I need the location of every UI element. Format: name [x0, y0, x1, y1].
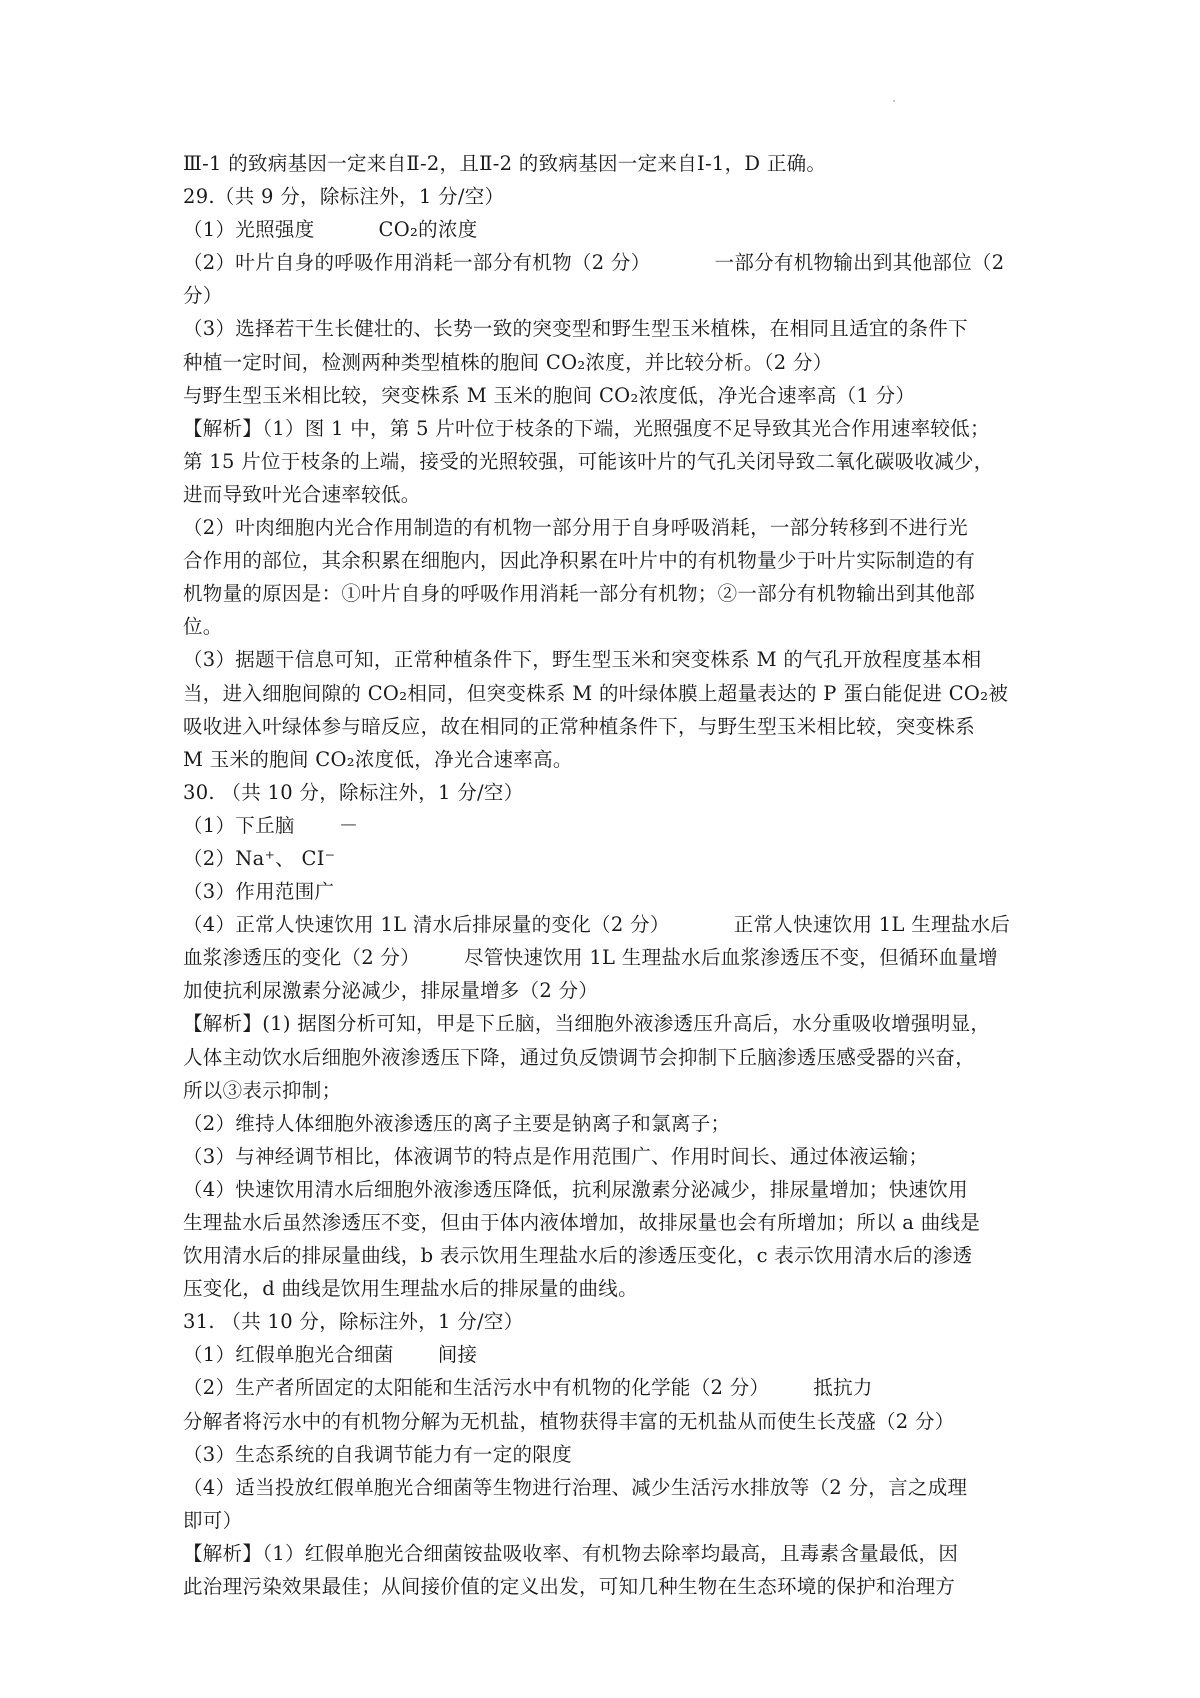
answer-part: 抵抗力: [813, 1376, 873, 1400]
answer-29-2: [183, 246, 1033, 279]
answer-part: （1）红假单胞光合细菌: [183, 1343, 394, 1367]
text-line: [183, 941, 1033, 974]
answer-text-body: [183, 147, 1033, 1603]
answer-part: （2）生产者所固定的太阳能和生活污水中有机物的化学能（2 分）: [183, 1376, 770, 1400]
answer-part: 间接: [437, 1343, 478, 1367]
answer-part: （1）下丘脑: [183, 813, 295, 837]
question-31-heading: 31. （共 10 分，除标注外，1 分/空）: [183, 1310, 524, 1334]
text-line: 位。: [183, 615, 223, 639]
text-line: 加使抗利尿激素分泌减少，排尿量增多（2 分）: [183, 979, 599, 1003]
text-line: 饮用清水后的排尿量曲线，b 表示饮用生理盐水后的渗透压变化，c 表示饮用清水后的渗透: [183, 1244, 973, 1268]
text-line: 第 15 片位于枝条的上端，接受的光照较强，可能该叶片的气孔关闭导致二氧化碳吸收减少，: [183, 449, 994, 473]
answer-part: （4）正常人快速饮用 1L 清水后排尿量的变化（2 分）: [183, 913, 670, 937]
answer-30-2: （2）Na⁺、 CI⁻: [183, 846, 336, 870]
answer-31-3: （3）生态系统的自我调节能力有一定的限度: [183, 1442, 572, 1466]
text-line: （2）叶肉细胞内光合作用制造的有机物一部分用于自身呼吸消耗，一部分转移到不进行光: [183, 516, 968, 540]
analysis-29: 【解析】（1）图 1 中，第 5 片叶位于枝条的下端，光照强度不足导致其光合作用速率较低；: [183, 416, 990, 440]
answer-part: （2）叶片自身的呼吸作用消耗一部分有机物（2 分）: [183, 251, 651, 275]
text-line: （3）与神经调节相比，体液调节的特点是作用范围广、作用时间长、通过体液运输；: [183, 1144, 929, 1168]
answer-30-3: （3）作用范围广: [183, 880, 335, 904]
answer-31-4: （4）适当投放红假单胞光合细菌等生物进行治理、减少生活污水排放等（2 分，言之成理: [183, 1475, 968, 1499]
answer-part: 血浆渗透压的变化（2 分）: [183, 946, 421, 970]
answer-31-1: [183, 1338, 1033, 1371]
text-line: 人体主动饮水后细胞外液渗透压下降，通过负反馈调节会抑制下丘脑渗透压感受器的兴奋，: [183, 1045, 976, 1069]
text-line: Ⅲ-1 的致病基因一定来自Ⅱ-2，且Ⅱ-2 的致病基因一定来自Ⅰ-1，D 正确。: [183, 152, 827, 175]
text-line: 与野生型玉米相比较，突变株系 M 玉米的胞间 CO₂浓度低，净光合速率高（1 分）: [183, 383, 916, 407]
text-line: 种植一定时间，检测两种类型植株的胞间 CO₂浓度，并比较分析。（2 分）: [183, 350, 833, 374]
question-30-heading: 30. （共 10 分，除标注外，1 分/空）: [183, 780, 524, 804]
text-line: 分解者将污水中的有机物分解为无机盐，植物获得丰富的无机盐从而使生长茂盛（2 分）: [183, 1409, 955, 1433]
text-line: （4）快速饮用清水后细胞外液渗透压降低，抗利尿激素分泌减少，排尿量增加；快速饮用: [183, 1177, 968, 1201]
text-line: 压变化，d 曲线是饮用生理盐水后的排尿量的曲线。: [183, 1277, 638, 1301]
text-line: 当，进入细胞间隙的 CO₂相同，但突变株系 M 的叶绿体膜上超量表达的 P 蛋白能促进 CO₂被: [183, 681, 1009, 705]
answer-31-2: [183, 1371, 1033, 1404]
text-line: 生理盐水后虽然渗透压不变，但由于体内液体增加，故排尿量也会有所增加；所以 a 曲线是: [183, 1211, 981, 1234]
text-line: 此治理污染效果最佳；从间接价值的定义出发，可知几种生物在生态环境的保护和治理方: [183, 1575, 956, 1599]
text-line: M 玉米的胞间 CO₂浓度低，净光合速率高。: [183, 747, 573, 771]
answer-part: 正常人快速饮用 1L 生理盐水后: [733, 913, 1011, 937]
answer-29-1: [183, 213, 1033, 246]
text-line: 机物量的原因是：①叶片自身的呼吸作用消耗一部分有机物；②一部分有机物输出到其他部: [183, 582, 976, 606]
text-line: 吸收进入叶绿体参与暗反应，故在相同的正常种植条件下，与野生型玉米相比较，突变株系: [183, 714, 976, 738]
answer-30-4: [183, 908, 1033, 941]
answer-part: （1）光照强度: [183, 218, 315, 242]
scan-speck: [893, 100, 895, 102]
analysis-30: 【解析】(1) 据图分析可知，甲是下丘脑，当细胞外液渗透压升高后，水分重吸收增强明显，: [183, 1012, 991, 1036]
text-line: 进而导致叶光合速率较低。: [183, 482, 421, 506]
answer-30-1: [183, 809, 1033, 842]
answer-29-3: （3）选择若干生长健壮的、长势一致的突变型和野生型玉米植株，在相同且适宜的条件下: [183, 317, 968, 341]
question-29-heading: 29.（共 9 分，除标注外，1 分/空）: [183, 185, 505, 209]
answer-part: 尽管快速饮用 1L 生理盐水后血浆渗透压不变，但循环血量增: [464, 946, 998, 970]
answer-part: CO₂的浓度: [378, 218, 478, 242]
text-line: 分）: [183, 284, 223, 308]
answer-part: 一部分有机物输出到其他部位（2: [714, 251, 1005, 275]
text-line: （2）维持人体细胞外液渗透压的离子主要是钠离子和氯离子；: [183, 1111, 731, 1135]
text-line: （3）据题干信息可知，正常种植条件下，野生型玉米和突变株系 M 的气孔开放程度基本相: [183, 648, 982, 672]
text-line: 合作用的部位，其余积累在细胞内，因此净积累在叶片中的有机物量少于叶片实际制造的有: [183, 549, 976, 573]
text-line: 所以③表示抑制；: [183, 1078, 342, 1102]
text-line: 即可）: [183, 1508, 243, 1532]
analysis-31: 【解析】（1）红假单胞光合细菌铵盐吸收率、有机物去除率均最高，且毒素含量最低，因: [183, 1541, 959, 1565]
answer-part: －: [338, 813, 359, 837]
